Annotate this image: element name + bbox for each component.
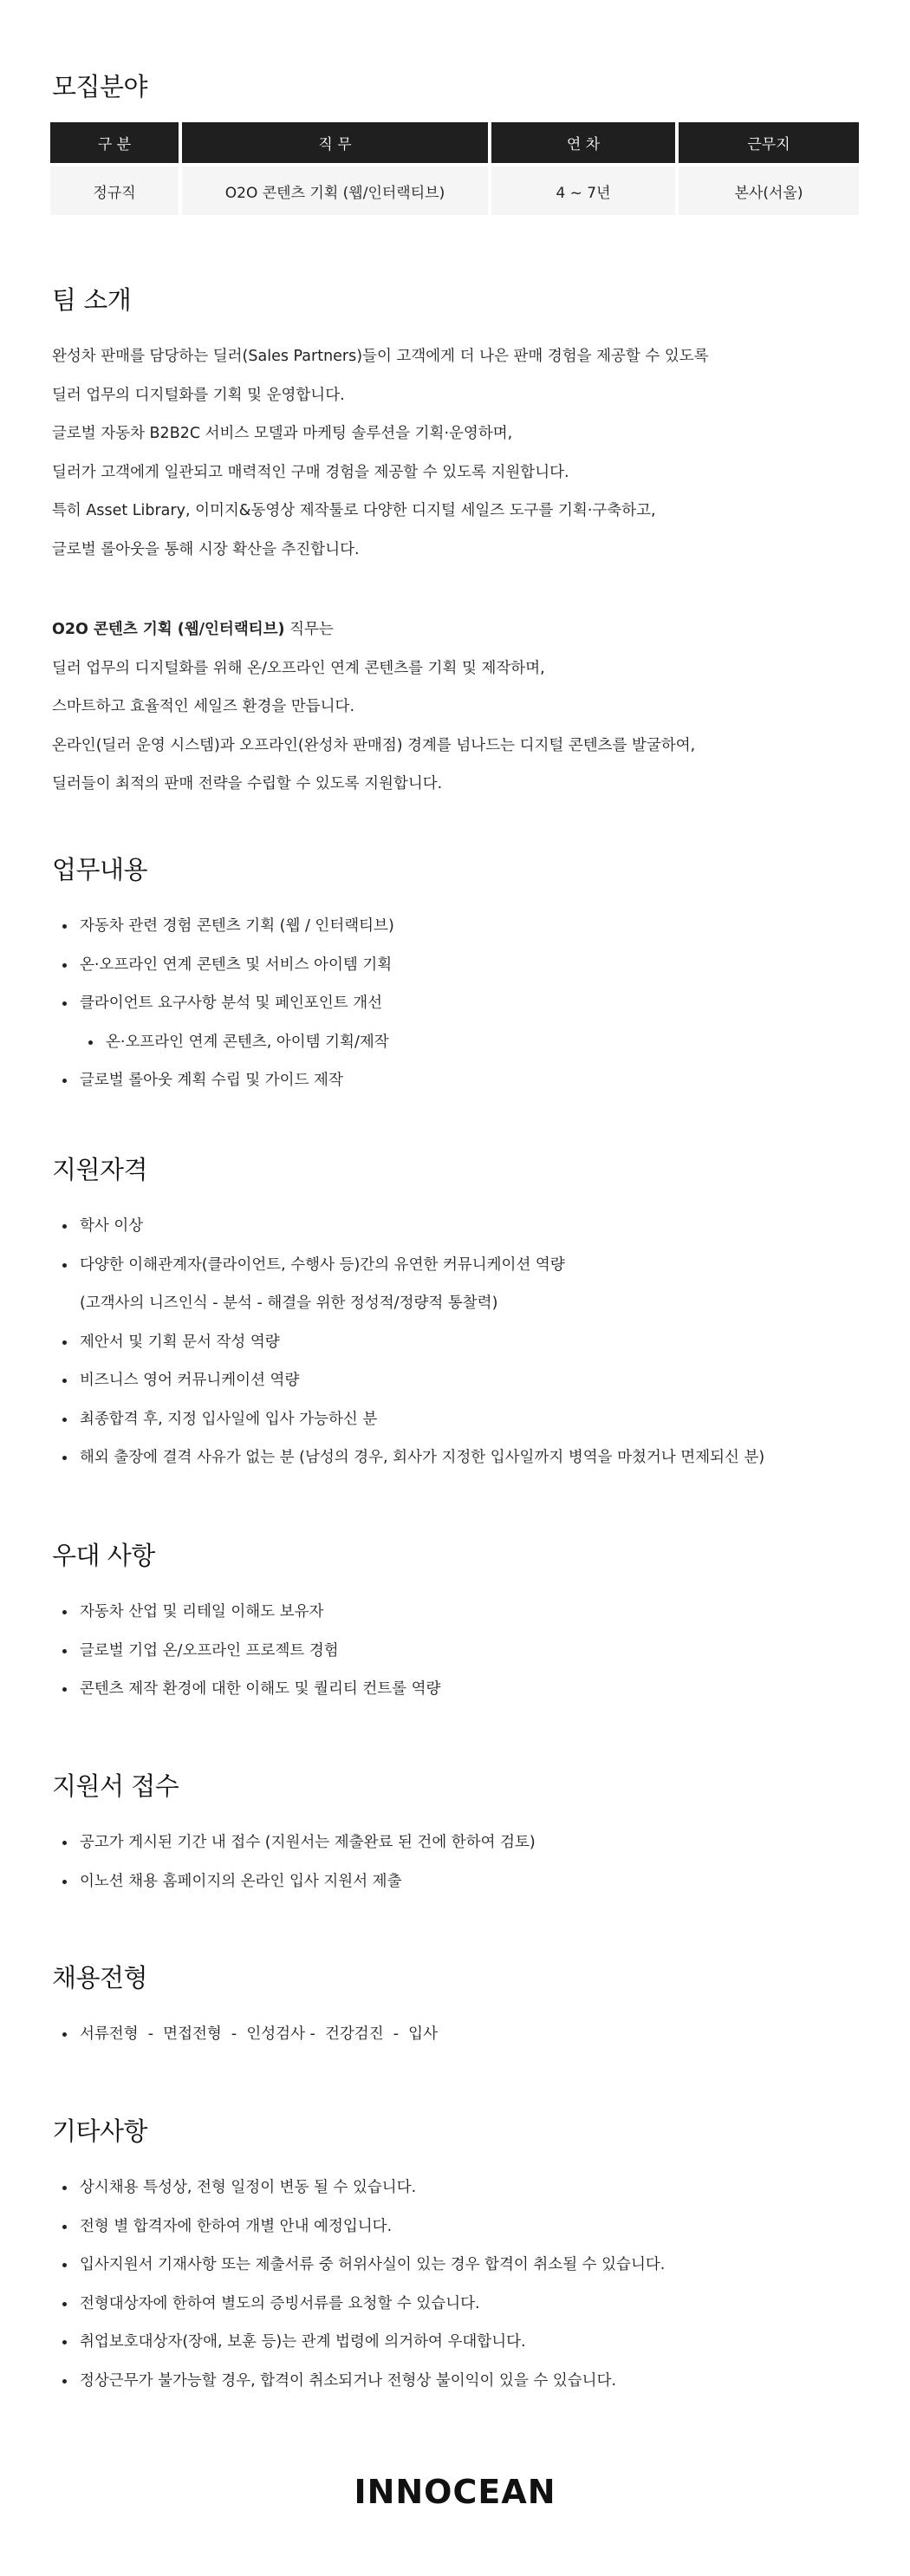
list-item: 비즈니스 영어 커뮤니케이션 역량 (62, 1361, 860, 1400)
team-intro (52, 337, 858, 569)
list-item: 최종합격 후, 지정 입사일에 입사 가능하신 분 (62, 1400, 860, 1439)
process-title: 채용전형 (52, 1963, 148, 1992)
list-item: 취업보호대상자(장애, 보훈 등)는 관계 법령에 의거하여 우대합니다. (62, 2323, 860, 2362)
table-header-row (50, 122, 859, 163)
list-item: 자동차 관련 경험 콘텐츠 기획 (웹 / 인터랙티브) (62, 907, 860, 946)
team-intro-line: 글로벌 롤아웃을 통해 시장 확산을 추진합니다. (52, 540, 360, 558)
table-header-cell: 직 무 (179, 122, 488, 163)
preferred-list (62, 1593, 860, 1709)
list-item-continuation: (고객사의 니즈인식 - 분석 - 해결을 위한 정성적/정량적 통찰력) (80, 1295, 498, 1312)
list-item: 해외 출장에 결격 사유가 없는 분 (남성의 경우, 회사가 지정한 입사일까지 병역을 마쳤거나 면제되신 분) (62, 1438, 860, 1477)
role-line: 스마트하고 효율적인 세일즈 환경을 만듭니다. (52, 698, 355, 715)
list-item: 제안서 및 기획 문서 작성 역량 (62, 1323, 860, 1362)
list-item: 학사 이상 (62, 1207, 860, 1246)
team-intro-line: 특히 Asset Library, 이미지&동영상 제작툴로 다양한 디지털 세일즈 도구를 기획·구축하고, (52, 502, 656, 519)
team-intro-line: 딜러가 고객에게 일관되고 매력적인 구매 경험을 제공할 수 있도록 지원합니다. (52, 463, 569, 481)
role-suffix: 직무는 (284, 621, 334, 638)
list-item: 다양한 이해관계자(클라이언트, 수행사 등)간의 유연한 커뮤니케이션 역량 (62, 1246, 860, 1285)
table-header-cell: 구 분 (50, 122, 179, 163)
table-cell: 정규직 (50, 163, 179, 215)
qualifications-list (62, 1207, 860, 1477)
list-item: 글로벌 롤아웃 계획 수립 및 가이드 제작 (62, 1061, 860, 1100)
list-item: 클라이언트 요구사항 분석 및 페인포인트 개선 (62, 984, 860, 1023)
role-line: 온라인(딜러 운영 시스템)과 오프라인(완성차 판매점) 경계를 넘나드는 디지털 콘텐츠를 발굴하여, (52, 736, 696, 754)
list-item: 자동차 산업 및 리테일 이해도 보유자 (62, 1593, 860, 1632)
table-cell: 본사(서울) (675, 163, 859, 215)
application-title: 지원서 접수 (52, 1771, 179, 1801)
table-header-cell: 근무지 (675, 122, 859, 163)
team-intro-line: 글로벌 자동차 B2B2C 서비스 모델과 마케팅 솔루션을 기획·운영하며, (52, 425, 513, 442)
duties-title: 업무내용 (52, 855, 148, 884)
application-list (62, 1823, 860, 1901)
list-item: 정상근무가 불가능할 경우, 합격이 취소되거나 전형상 불이익이 있을 수 있습니다. (62, 2362, 860, 2401)
table-cell: 4 ~ 7년 (488, 163, 675, 215)
table-row (50, 163, 859, 215)
etc-list (62, 2168, 860, 2400)
preferred-title: 우대 사항 (52, 1541, 155, 1570)
list-item: 입사지원서 기재사항 또는 제출서류 중 허위사실이 있는 경우 합격이 취소될 수 있습니다. (62, 2246, 860, 2285)
list-item: 온·오프라인 연계 콘텐츠 및 서비스 아이템 기획 (62, 946, 860, 985)
role-description (52, 610, 858, 804)
table-cell: O2O 콘텐츠 기획 (웹/인터랙티브) (179, 163, 488, 215)
list-item: 전형 별 합격자에 한하여 개별 안내 예정입니다. (62, 2208, 860, 2247)
innocean-logo: INNOCEAN (354, 2473, 556, 2511)
list-item-sub: 온·오프라인 연계 콘텐츠, 아이템 기획/제작 (62, 1023, 860, 1062)
role-heading-line (52, 610, 858, 649)
list-item: 전형대상자에 한하여 별도의 증빙서류를 요청할 수 있습니다. (62, 2285, 860, 2324)
team-intro-line: 딜러 업무의 디지털화를 기획 및 운영합니다. (52, 386, 345, 404)
role-name: O2O 콘텐츠 기획 (웹/인터랙티브) (52, 621, 285, 638)
list-item: 콘텐츠 제작 환경에 대한 이해도 및 퀄리티 컨트롤 역량 (62, 1670, 860, 1709)
recruitment-title: 모집분야 (52, 72, 148, 101)
qualifications-title: 지원자격 (52, 1155, 148, 1184)
team-intro-line: 완성차 판매를 담당하는 딜러(Sales Partners)들이 고객에게 더 나은 판매 경험을 제공할 수 있도록 (52, 348, 709, 365)
role-line: 딜러들이 최적의 판매 전략을 수립할 수 있도록 지원합니다. (52, 775, 443, 792)
recruitment-table (50, 122, 859, 215)
list-item: 글로벌 기업 온/오프라인 프로젝트 경험 (62, 1632, 860, 1671)
list-item: 서류전형 - 면접전형 - 인성검사 - 건강검진 - 입사 (62, 2015, 860, 2054)
list-item: 이노션 채용 홈페이지의 온라인 입사 지원서 제출 (62, 1862, 860, 1901)
process-list (62, 2015, 860, 2054)
duties-list (62, 907, 860, 1100)
role-line: 딜러 업무의 디지털화를 위해 온/오프라인 연계 콘텐츠를 기획 및 제작하며, (52, 659, 545, 677)
etc-title: 기타사항 (52, 2116, 148, 2146)
list-item: 상시채용 특성상, 전형 일정이 변동 될 수 있습니다. (62, 2168, 860, 2208)
table-header-cell: 연 차 (488, 122, 675, 163)
team-title: 팀 소개 (52, 285, 132, 315)
list-item: 공고가 게시된 기간 내 접수 (지원서는 제출완료 된 건에 한하여 검토) (62, 1823, 860, 1862)
